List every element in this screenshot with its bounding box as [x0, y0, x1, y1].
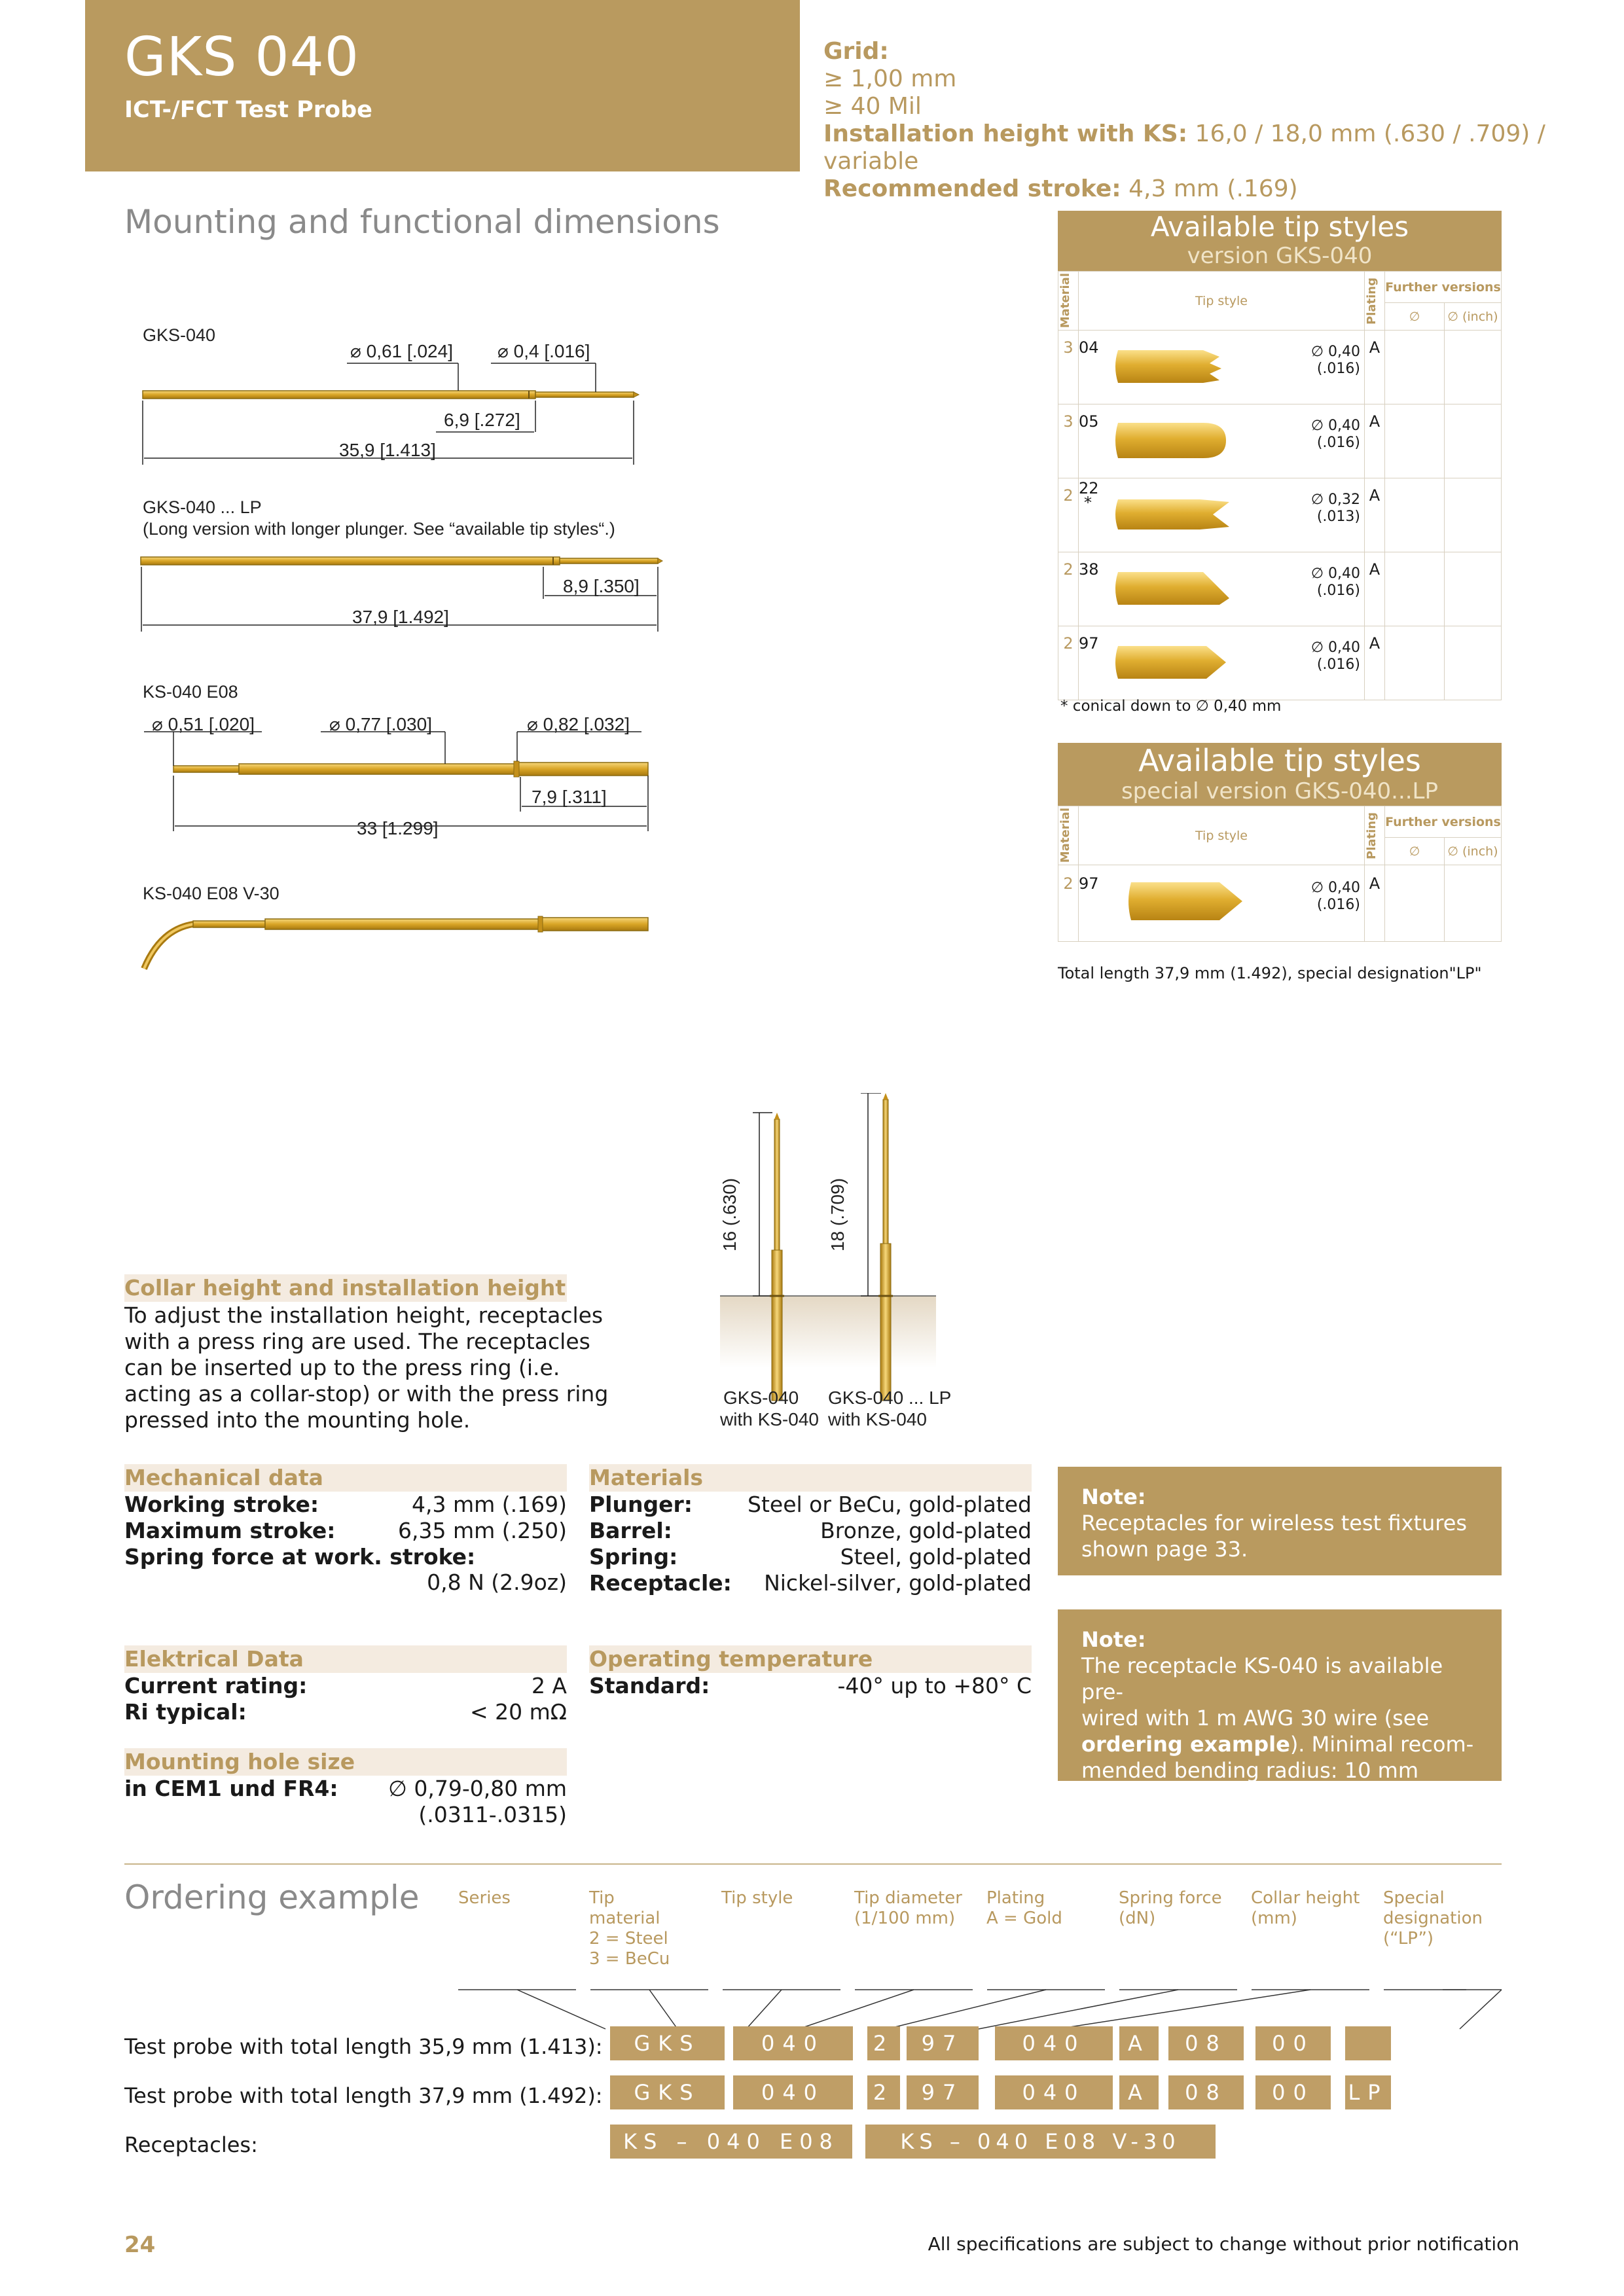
- tips2-row-code: 97: [1079, 865, 1106, 942]
- install-label: Installation height with KS:: [823, 120, 1188, 147]
- tips1-row-dia: ∅ 0,40: [1310, 639, 1360, 656]
- mech-key: Working stroke:: [124, 1492, 319, 1517]
- tips1-col-dia: ∅: [1385, 303, 1445, 331]
- ord-col-line: 2 = Steel: [589, 1929, 668, 1948]
- tips1-row-dia: ∅ 0,40: [1310, 565, 1360, 582]
- code-size: 040: [733, 2026, 853, 2060]
- code-collar-height: 00: [1255, 2075, 1331, 2109]
- tips1-col-material: Material: [1058, 273, 1072, 329]
- order-row1-label: Test probe with total length 35,9 mm (1.413):: [124, 2034, 603, 2059]
- materials-key: Plunger:: [589, 1492, 693, 1517]
- d1-dim-d: 35,9 [1.413]: [339, 440, 436, 460]
- stroke-label: Recommended stroke:: [823, 175, 1121, 202]
- mech-key: Spring force at work. stroke:: [124, 1544, 476, 1570]
- probe1-barrel: [772, 1250, 782, 1401]
- materials-value: Steel, gold-plated: [840, 1544, 1032, 1570]
- tips1-col-further: Further versions: [1385, 272, 1502, 303]
- hole-value-inch: (.0311-.0315): [418, 1802, 567, 1827]
- tips2-row: [1058, 865, 1502, 942]
- tips2-col-inch: ∅ (inch): [1445, 838, 1502, 865]
- ord-col-collar-height: [1251, 1888, 1360, 1929]
- tips1-subtitle: version GKS-040: [1187, 243, 1373, 269]
- materials-value: Nickel-silver, gold-plated: [764, 1570, 1032, 1596]
- ordering-title: Ordering example: [124, 1878, 420, 1916]
- tips2-col-plating: Plating: [1365, 812, 1379, 859]
- collar-line: pressed into the mounting hole.: [124, 1407, 471, 1433]
- ordering-divider: [124, 1863, 1502, 1865]
- tips1-row-mat: 2: [1058, 552, 1079, 626]
- d2-dim-b: 37,9 [1.492]: [352, 607, 449, 627]
- tips2-row-inch: (.016): [1316, 897, 1360, 913]
- tips1-row-code: 97: [1079, 626, 1106, 700]
- code-tip-style: 97: [907, 2075, 979, 2109]
- ord-col-line: 3 = BeCu: [589, 1949, 670, 1969]
- order-row3-label: Receptacles:: [124, 2132, 258, 2157]
- tips1-row: [1058, 478, 1502, 552]
- grid-mil: ≥ 40 Mil: [823, 93, 922, 120]
- tips2-header: [1058, 743, 1502, 806]
- code-series: GKS: [610, 2026, 725, 2060]
- materials-row: [589, 1544, 1032, 1570]
- install-h2: 18 (.709): [827, 1177, 848, 1252]
- tips1-row-image-cell: [1105, 331, 1365, 404]
- ord-col-line: Tip: [589, 1888, 615, 1908]
- ord-col-line: Tip diameter: [854, 1888, 962, 1908]
- tips2-row-image-cell: [1105, 865, 1365, 942]
- tips1-row-code: 05: [1079, 404, 1106, 478]
- board-surface: [720, 1296, 936, 1368]
- tips1-row-inch: (.016): [1316, 361, 1360, 377]
- tips2-col-further: Further versions: [1385, 806, 1502, 838]
- code-tip-material: 2: [867, 2026, 900, 2060]
- materials-value: Bronze, gold-plated: [820, 1518, 1032, 1543]
- tips2-title: Available tip styles: [1138, 743, 1421, 778]
- tips1-row-plating: A: [1365, 552, 1385, 626]
- mounting-drawings: [0, 0, 694, 1021]
- mech-key: Maximum stroke:: [124, 1518, 336, 1543]
- code-plating: A: [1119, 2075, 1159, 2109]
- ord-col-plating: [986, 1888, 1062, 1929]
- ord-col-spring-force: [1119, 1888, 1222, 1929]
- materials-title: Materials: [589, 1464, 1032, 1492]
- optemp-value: -40° up to +80° C: [837, 1673, 1032, 1698]
- note1-text: Receptacles for wireless test fixtures: [1081, 1511, 1468, 1535]
- product-title: GKS 040: [124, 26, 359, 88]
- elec-title: Elektrical Data: [124, 1645, 567, 1673]
- ord-col-line: Spring force: [1119, 1888, 1222, 1908]
- tips1-table: [1058, 271, 1502, 700]
- drawing-ks040-e08: [144, 732, 648, 831]
- tips1-footnote: * conical down to ∅ 0,40 mm: [1060, 698, 1282, 715]
- d1-dim-a: ⌀ 0,61 [.024]: [350, 341, 453, 361]
- note1-label: Note:: [1081, 1484, 1146, 1509]
- materials-row: [589, 1570, 1032, 1596]
- grid-mm: ≥ 1,00 mm: [823, 65, 957, 92]
- d3-dim-b: ⌀ 0,77 [.030]: [329, 714, 432, 734]
- tips1-row-dia: ∅ 0,32: [1310, 492, 1360, 508]
- install-cap2b: with KS-040: [828, 1409, 927, 1429]
- tips1-row-mat: 3: [1058, 404, 1079, 478]
- tips1-row-inch: (.016): [1316, 656, 1360, 673]
- drawing-ks040-e08-v30: [144, 916, 648, 969]
- install-h1: 16 (.630): [719, 1177, 740, 1252]
- tips1-row-plating: A: [1365, 331, 1385, 404]
- code-plating: A: [1119, 2026, 1159, 2060]
- note2-text: wired with 1 m AWG 30 wire (see: [1081, 1706, 1430, 1731]
- tips1-row-mat: 2: [1058, 626, 1079, 700]
- tip-style-22-icon: [1105, 478, 1321, 548]
- order-row2-label: Test probe with total length 37,9 mm (1.492):: [124, 2083, 603, 2108]
- tips2-col-dia: ∅: [1385, 838, 1445, 865]
- ord-col-line: (mm): [1251, 1909, 1297, 1928]
- tips1-row-plating: A: [1365, 626, 1385, 700]
- code-spring-force: 08: [1168, 2026, 1244, 2060]
- tips1-row-code: 22: [1079, 479, 1099, 497]
- tip-style-97-lp-icon: [1105, 865, 1321, 937]
- optemp-key: Standard:: [589, 1673, 710, 1698]
- install-value: 16,0 / 18,0 mm (.630 / .709) / variable: [823, 120, 1545, 175]
- tips1-row-inch: (.016): [1316, 583, 1360, 599]
- hole-key: in CEM1 und FR4:: [124, 1776, 338, 1801]
- ord-col-line: Tip style: [721, 1888, 793, 1908]
- d2-name: GKS-040 ... LP: [143, 497, 262, 517]
- materials-row: [589, 1518, 1032, 1543]
- collar-line: can be inserted up to the press ring (i.e.: [124, 1355, 560, 1380]
- elec-value: < 20 mΩ: [470, 1699, 567, 1725]
- tips1-row-plating: A: [1365, 478, 1385, 552]
- tips1-row-code: 38: [1079, 552, 1106, 626]
- code-special: LP: [1345, 2075, 1391, 2109]
- install-cap2a: GKS-040 ... LP: [828, 1388, 952, 1408]
- tip-style-97-icon: [1105, 626, 1321, 696]
- probe2-barrel: [880, 1244, 891, 1401]
- ord-col-line: (1/100 mm): [854, 1909, 956, 1928]
- mech-row: [124, 1492, 567, 1517]
- d3-dim-a: ⌀ 0,51 [.020]: [152, 714, 255, 734]
- elec-row: [124, 1673, 567, 1698]
- d3-dim-d: 7,9 [.311]: [532, 787, 607, 807]
- elec-row: [124, 1699, 567, 1725]
- tips1-header: [1058, 211, 1502, 271]
- tips1-row-code: 04: [1079, 331, 1106, 404]
- materials-row: [589, 1492, 1032, 1517]
- note2-label: Note:: [1081, 1627, 1146, 1652]
- ord-col-line: material: [589, 1909, 660, 1928]
- optemp-title: Operating temperature: [589, 1645, 1032, 1673]
- code-spring-force: 08: [1168, 2075, 1244, 2109]
- tips1-col-plating: Plating: [1365, 277, 1379, 325]
- note2-text: The receptacle KS-040 is available pre-: [1081, 1653, 1443, 1704]
- code-collar-height: 00: [1255, 2026, 1331, 2060]
- collar-text: [124, 1302, 608, 1433]
- d3-dim-c: ⌀ 0,82 [.032]: [527, 714, 630, 734]
- mech-value: 0,8 N (2.9oz): [427, 1570, 567, 1595]
- ord-col-line: (dN): [1119, 1909, 1156, 1928]
- ord-col-line: Series: [458, 1888, 511, 1908]
- tips1-row-mat: 2: [1058, 478, 1079, 552]
- ord-col-line: Plating: [986, 1888, 1045, 1908]
- footer-disclaimer: All specifications are subject to change without prior notification: [928, 2233, 1519, 2255]
- elec-key: Ri typical:: [124, 1699, 247, 1725]
- d1-dim-c: 6,9 [.272]: [444, 410, 520, 430]
- d3-dim-e: 33 [1.299]: [357, 818, 439, 838]
- tips2-col-material: Material: [1058, 808, 1072, 863]
- probe2-plunger: [883, 1100, 888, 1244]
- installation-figure: [713, 1093, 952, 1420]
- code-tip-style: 97: [907, 2026, 979, 2060]
- note2-text: ). Minimal recom-: [1290, 1732, 1474, 1757]
- tips1-row-mat: 3: [1058, 331, 1079, 404]
- tips1-row-dia: ∅ 0,40: [1310, 344, 1360, 360]
- materials-key: Spring:: [589, 1544, 678, 1570]
- tips2-row-plating: A: [1365, 865, 1385, 942]
- hole-value: ∅ 0,79-0,80 mm: [388, 1776, 567, 1801]
- ord-col-line: Collar height: [1251, 1888, 1360, 1908]
- ord-col-special: [1383, 1888, 1483, 1949]
- tips2-table: [1058, 806, 1502, 942]
- materials-key: Barrel:: [589, 1518, 672, 1543]
- code-special: [1345, 2026, 1391, 2060]
- tips1-row: [1058, 552, 1502, 626]
- mech-value: 4,3 mm (.169): [412, 1492, 567, 1517]
- d1-name: GKS-040: [143, 325, 216, 345]
- optemp-row: [589, 1673, 1032, 1698]
- note-wireless: [1058, 1467, 1502, 1575]
- code-receptacle-1: KS – 040 E08: [610, 2125, 852, 2159]
- code-receptacle-2: KS – 040 E08 V-30: [865, 2125, 1216, 2159]
- ord-col-line: Special: [1383, 1888, 1445, 1908]
- tips2-subtitle: special version GKS-040...LP: [1121, 778, 1439, 804]
- stroke-value: 4,3 mm (.169): [1121, 175, 1298, 202]
- collar-line: To adjust the installation height, receptacles: [124, 1302, 604, 1328]
- code-series: GKS: [610, 2075, 725, 2109]
- tip-style-04-icon: [1105, 331, 1321, 400]
- product-subtitle: ICT-/FCT Test Probe: [124, 97, 372, 123]
- hole-title: Mounting hole size: [124, 1748, 567, 1776]
- note2-text: mended bending radius: 10 mm (.394).: [1081, 1758, 1418, 1809]
- tip-style-38-icon: [1105, 552, 1321, 622]
- elec-key: Current rating:: [124, 1673, 308, 1698]
- ord-col-tip-diameter: [854, 1888, 962, 1929]
- install-cap1b: with KS-040: [720, 1409, 819, 1429]
- spec-summary: [823, 38, 1624, 203]
- grid-label: Grid:: [823, 38, 889, 65]
- tips1-row-inch: (.013): [1316, 509, 1360, 525]
- probe1-plunger: [774, 1119, 780, 1250]
- code-tip-material: 2: [867, 2075, 900, 2109]
- mech-row: [124, 1544, 567, 1595]
- mech-title: Mechanical data: [124, 1464, 567, 1492]
- d2-dim-a: 8,9 [.350]: [563, 576, 640, 596]
- note2-bold: ordering example: [1081, 1732, 1290, 1757]
- tips1-row: [1058, 331, 1502, 404]
- tips1-row-dia: ∅ 0,40: [1310, 418, 1360, 434]
- elec-value: 2 A: [531, 1673, 567, 1698]
- note1-text: shown page 33.: [1081, 1537, 1248, 1562]
- materials-key: Receptacle:: [589, 1570, 732, 1596]
- tips1-col-inch: ∅ (inch): [1445, 303, 1502, 331]
- collar-line: acting as a collar-stop) or with the press ring: [124, 1381, 609, 1407]
- ord-col-series: [458, 1888, 511, 1909]
- tips2-row-dia: ∅ 0,40: [1310, 880, 1360, 896]
- hole-row: [124, 1776, 567, 1801]
- collar-line: with a press ring are used. The receptacles: [124, 1329, 590, 1354]
- page-number: 24: [124, 2232, 156, 2258]
- mounting-title: Mounting and functional dimensions: [124, 203, 720, 241]
- tips1-row-star: *: [1084, 493, 1092, 512]
- code-tip-diameter: 040: [995, 2075, 1113, 2109]
- tip-style-05-icon: [1105, 404, 1321, 474]
- tips1-row-image-cell: [1105, 626, 1365, 700]
- ord-col-line: (“LP”): [1383, 1929, 1434, 1948]
- code-size: 040: [733, 2075, 853, 2109]
- materials-value: Steel or BeCu, gold-plated: [748, 1492, 1032, 1517]
- tips1-row-image-cell: [1105, 404, 1365, 478]
- tips2-footnote: Total length 37,9 mm (1.492), special designation"LP": [1058, 964, 1482, 982]
- tips1-row: [1058, 626, 1502, 700]
- ord-col-tip-style: [721, 1888, 793, 1909]
- tips1-row-image-cell: [1105, 552, 1365, 626]
- tips1-row-inch: (.016): [1316, 435, 1360, 451]
- note-prewired: [1058, 1609, 1502, 1809]
- d1-dim-b: ⌀ 0,4 [.016]: [497, 341, 590, 361]
- mech-value: 6,35 mm (.250): [398, 1518, 567, 1543]
- tips1-row-image-cell: [1105, 478, 1365, 552]
- install-cap1a: GKS-040: [723, 1388, 799, 1408]
- mech-row: [124, 1518, 567, 1543]
- ord-col-line: A = Gold: [986, 1909, 1062, 1928]
- code-tip-diameter: 040: [995, 2026, 1113, 2060]
- ord-col-tip-material: [589, 1888, 670, 1969]
- d3-name: KS-040 E08: [143, 682, 238, 702]
- d4-name: KS-040 E08 V-30: [143, 884, 280, 903]
- tips2-col-tipstyle: Tip style: [1079, 806, 1365, 865]
- d2-note: (Long version with longer plunger. See “available tip styles“.): [143, 519, 615, 539]
- tips1-title: Available tip styles: [1150, 211, 1409, 243]
- ord-col-line: designation: [1383, 1909, 1483, 1928]
- tips1-col-tipstyle: Tip style: [1079, 272, 1365, 331]
- tips2-row-mat: 2: [1058, 865, 1079, 942]
- tips1-row: [1058, 404, 1502, 478]
- tips1-row-plating: A: [1365, 404, 1385, 478]
- collar-title: Collar height and installation height: [124, 1275, 566, 1300]
